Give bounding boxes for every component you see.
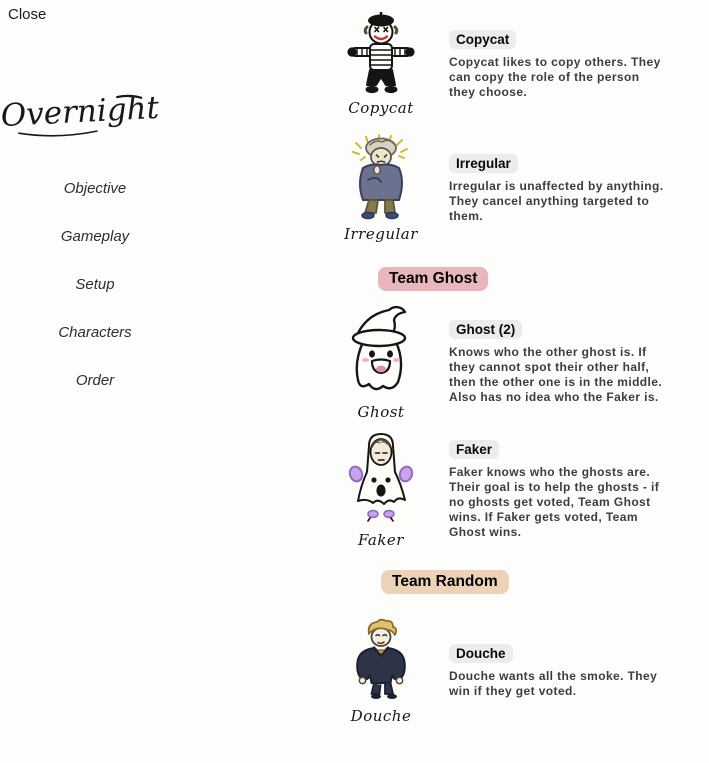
close-button[interactable]: Close xyxy=(8,6,47,23)
copycat-illustration xyxy=(347,12,415,98)
team-random-header: Team Random xyxy=(381,570,509,594)
douche-description: Douche wants all the smoke. They win if they get voted. xyxy=(449,669,658,698)
overnight-logo xyxy=(0,82,190,146)
douche-info xyxy=(449,644,665,699)
svg-text:Overnight: Overnight xyxy=(0,89,160,135)
copycat-caption: Copycat xyxy=(348,99,414,117)
character-card-douche xyxy=(335,618,665,725)
sidebar-item-gameplay[interactable]: Gameplay xyxy=(60,228,130,245)
faker-caption: Faker xyxy=(358,531,404,549)
faker-figure xyxy=(335,430,427,549)
characters-panel xyxy=(190,0,709,763)
douche-illustration xyxy=(346,618,416,706)
ghost-figure xyxy=(335,304,427,421)
douche-caption: Douche xyxy=(350,707,412,725)
ghost-info xyxy=(449,320,665,405)
sidebar-item-order[interactable]: Order xyxy=(75,372,115,389)
sidebar-item-setup[interactable]: Setup xyxy=(75,276,115,293)
sidebar-item-objective[interactable]: Objective xyxy=(63,180,127,197)
faker-title: Faker xyxy=(449,440,499,459)
character-card-copycat xyxy=(335,12,665,117)
ghost-illustration xyxy=(339,304,423,402)
faker-info xyxy=(449,440,665,540)
character-card-irregular xyxy=(335,134,665,243)
ghost-description: Knows who the other ghost is. If they cannot spot their other half, then the other one is in the middle. Also has no idea who the Faker is. xyxy=(449,345,663,404)
sidebar-nav xyxy=(0,180,190,389)
character-card-faker xyxy=(335,430,665,549)
overnight-logo-image xyxy=(0,82,160,146)
irregular-info xyxy=(449,154,665,224)
irregular-description: Irregular is unaffected by anything. They cancel anything targeted to them. xyxy=(449,178,664,223)
irregular-title: Irregular xyxy=(449,154,518,173)
faker-illustration xyxy=(343,430,419,530)
copycat-info xyxy=(449,30,665,100)
copycat-figure xyxy=(335,12,427,117)
team-ghost-header: Team Ghost xyxy=(378,267,488,291)
copycat-title: Copycat xyxy=(449,30,516,49)
character-card-ghost xyxy=(335,304,665,421)
ghost-title: Ghost (2) xyxy=(449,320,522,339)
ghost-caption: Ghost xyxy=(357,403,405,421)
sidebar-item-characters[interactable]: Characters xyxy=(58,324,132,341)
douche-figure xyxy=(335,618,427,725)
douche-title: Douche xyxy=(449,644,513,663)
copycat-description: Copycat likes to copy others. They can copy the role of the person they choose. xyxy=(449,54,661,99)
irregular-figure xyxy=(335,134,427,243)
faker-description: Faker knows who the ghosts are. Their goal is to help the ghosts - if no ghosts get voted, Team Ghost wins. If Faker gets voted, Team Ghost wins. xyxy=(449,464,660,539)
irregular-illustration xyxy=(346,134,416,224)
sidebar xyxy=(0,0,190,763)
irregular-caption: Irregular xyxy=(344,225,418,243)
